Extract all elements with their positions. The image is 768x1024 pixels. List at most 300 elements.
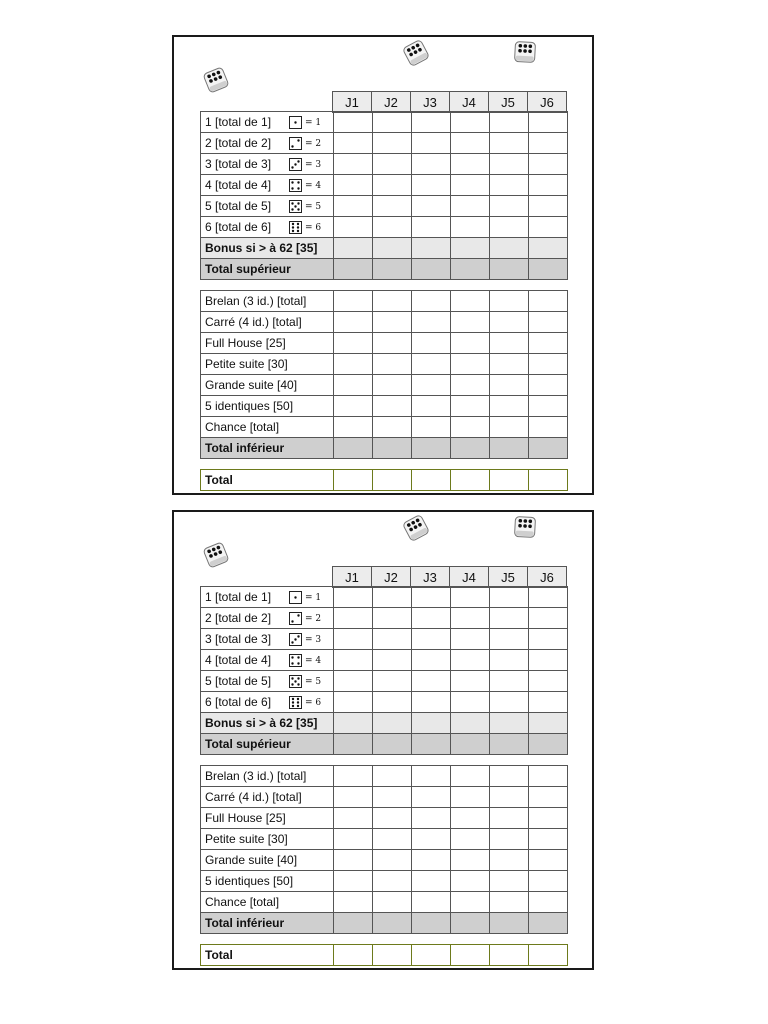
upper-total-label: Total supérieur [201, 734, 334, 755]
score-cell[interactable] [529, 913, 568, 934]
score-cell[interactable] [373, 470, 412, 491]
score-cell[interactable] [451, 913, 490, 934]
grand-total-row [201, 470, 568, 491]
score-cell[interactable] [490, 587, 529, 608]
score-cell[interactable] [373, 196, 412, 217]
score-cell[interactable] [373, 217, 412, 238]
score-cell[interactable] [373, 871, 412, 892]
score-cell[interactable] [451, 291, 490, 312]
score-cell[interactable] [334, 692, 373, 713]
score-cell[interactable] [412, 734, 451, 755]
table-row [201, 850, 568, 871]
bonus-row [201, 713, 568, 734]
score-cell[interactable] [529, 470, 568, 491]
score-cell[interactable] [529, 734, 568, 755]
grand-total-section [200, 944, 568, 966]
score-cell[interactable] [373, 259, 412, 280]
score-cell[interactable] [451, 734, 490, 755]
score-cell[interactable] [451, 133, 490, 154]
score-cell[interactable] [451, 375, 490, 396]
score-cell[interactable] [490, 829, 529, 850]
score-cell[interactable] [529, 238, 568, 259]
score-cell[interactable] [373, 238, 412, 259]
score-cell[interactable] [412, 291, 451, 312]
score-cell[interactable] [490, 259, 529, 280]
score-cell[interactable] [490, 175, 529, 196]
score-cell[interactable] [529, 829, 568, 850]
score-cell[interactable] [451, 217, 490, 238]
row-label [201, 196, 334, 217]
score-cell[interactable] [490, 608, 529, 629]
score-cell[interactable] [451, 396, 490, 417]
score-cell[interactable] [490, 713, 529, 734]
score-cell[interactable] [334, 333, 373, 354]
score-cell[interactable] [529, 587, 568, 608]
score-cell[interactable] [490, 291, 529, 312]
score-cell[interactable] [451, 587, 490, 608]
score-cell[interactable] [490, 734, 529, 755]
row-label [201, 133, 334, 154]
row-label [201, 154, 334, 175]
score-cell[interactable] [451, 945, 490, 966]
row-label [201, 587, 334, 608]
die-face-6-icon [289, 221, 302, 234]
score-cell[interactable] [451, 312, 490, 333]
score-cell[interactable] [451, 787, 490, 808]
score-cell[interactable] [412, 945, 451, 966]
row-label: Carré (4 id.) [total] [201, 312, 334, 333]
score-cell[interactable] [529, 259, 568, 280]
score-cell[interactable] [373, 892, 412, 913]
score-cell[interactable] [334, 312, 373, 333]
row-label-text: 2 [total de 2] [205, 135, 272, 150]
score-cell[interactable] [334, 470, 373, 491]
score-cell[interactable] [490, 808, 529, 829]
score-cell[interactable] [412, 312, 451, 333]
table-row [201, 587, 568, 608]
score-cell[interactable] [334, 713, 373, 734]
score-cell[interactable] [373, 291, 412, 312]
score-cell[interactable] [490, 850, 529, 871]
player-column-header: J5 [489, 567, 528, 588]
score-cell[interactable] [373, 312, 412, 333]
score-cell[interactable] [412, 829, 451, 850]
row-label [201, 650, 334, 671]
score-cell[interactable] [490, 196, 529, 217]
score-cell[interactable] [490, 238, 529, 259]
grand-total-row [201, 945, 568, 966]
die-face-4-icon [289, 179, 302, 192]
score-cell[interactable] [451, 333, 490, 354]
score-cell[interactable] [334, 259, 373, 280]
score-cell[interactable] [490, 438, 529, 459]
score-cell[interactable] [490, 650, 529, 671]
points-equation: = 6 [305, 697, 322, 708]
score-cell[interactable] [412, 892, 451, 913]
score-cell[interactable] [529, 787, 568, 808]
dice-icon [513, 515, 536, 538]
row-label [201, 671, 334, 692]
score-cell[interactable] [490, 787, 529, 808]
score-cell[interactable] [334, 871, 373, 892]
die-face-1-icon [289, 116, 302, 129]
score-cell[interactable] [412, 713, 451, 734]
score-cell[interactable] [334, 438, 373, 459]
score-cell[interactable] [334, 829, 373, 850]
score-cell[interactable] [412, 217, 451, 238]
score-cell[interactable] [529, 892, 568, 913]
score-cell[interactable] [412, 196, 451, 217]
score-cell[interactable] [373, 671, 412, 692]
upper-section [200, 111, 568, 280]
score-cell[interactable] [373, 354, 412, 375]
score-cell[interactable] [334, 217, 373, 238]
score-cell[interactable] [334, 396, 373, 417]
die-face-5-icon [289, 675, 302, 688]
score-cell[interactable] [451, 871, 490, 892]
score-cell[interactable] [334, 175, 373, 196]
score-cell[interactable] [490, 871, 529, 892]
score-cell[interactable] [490, 112, 529, 133]
score-cell[interactable] [529, 196, 568, 217]
die-face-2-icon [289, 612, 302, 625]
points-equation: = 4 [305, 180, 322, 191]
player-column-header: J1 [333, 567, 372, 588]
score-cell[interactable] [334, 734, 373, 755]
grand-total-section [200, 469, 568, 491]
score-cell[interactable] [373, 154, 412, 175]
die-face-2-icon [289, 137, 302, 150]
score-cell[interactable] [490, 692, 529, 713]
score-cell[interactable] [334, 913, 373, 934]
score-cell[interactable] [451, 808, 490, 829]
die-face-5-icon [289, 200, 302, 213]
table-row [201, 671, 568, 692]
score-cell[interactable] [529, 175, 568, 196]
score-cell[interactable] [490, 417, 529, 438]
score-cell[interactable] [373, 692, 412, 713]
dice-icon [513, 40, 536, 63]
score-cell[interactable] [529, 133, 568, 154]
score-cell[interactable] [373, 913, 412, 934]
score-cell[interactable] [412, 396, 451, 417]
die-face-3-icon [289, 158, 302, 171]
score-cell[interactable] [529, 650, 568, 671]
player-column-header: J3 [411, 567, 450, 588]
score-cell[interactable] [490, 470, 529, 491]
table-row [201, 196, 568, 217]
score-cell[interactable] [373, 945, 412, 966]
row-label: Chance [total] [201, 417, 334, 438]
score-cell[interactable] [334, 291, 373, 312]
score-cell[interactable] [490, 945, 529, 966]
row-label-text: 1 [total de 1] [205, 114, 272, 129]
score-cell[interactable] [412, 438, 451, 459]
score-cell[interactable] [334, 196, 373, 217]
score-cell[interactable] [529, 375, 568, 396]
score-cell[interactable] [334, 629, 373, 650]
score-cell[interactable] [451, 438, 490, 459]
score-cell[interactable] [334, 608, 373, 629]
score-sheet-1 [172, 35, 594, 495]
score-cell[interactable] [373, 608, 412, 629]
score-cell[interactable] [373, 713, 412, 734]
score-cell[interactable] [451, 850, 490, 871]
score-cell[interactable] [373, 787, 412, 808]
score-cell[interactable] [373, 734, 412, 755]
table-row [201, 291, 568, 312]
die-face-6-icon [289, 696, 302, 709]
score-cell[interactable] [451, 196, 490, 217]
row-label-text: 3 [total de 3] [205, 156, 272, 171]
score-cell[interactable] [451, 650, 490, 671]
score-cell[interactable] [490, 217, 529, 238]
score-cell[interactable] [529, 333, 568, 354]
table-row [201, 808, 568, 829]
table-row [201, 871, 568, 892]
score-cell[interactable] [334, 417, 373, 438]
dice-icon [401, 513, 431, 543]
score-cell[interactable] [412, 629, 451, 650]
score-cell[interactable] [490, 154, 529, 175]
score-cell[interactable] [490, 333, 529, 354]
score-cell[interactable] [490, 312, 529, 333]
score-cell[interactable] [529, 396, 568, 417]
points-equation: = 6 [305, 222, 322, 233]
score-cell[interactable] [529, 608, 568, 629]
row-label-text: 3 [total de 3] [205, 631, 272, 646]
score-cell[interactable] [490, 629, 529, 650]
table-row [201, 396, 568, 417]
score-cell[interactable] [334, 133, 373, 154]
row-label [201, 608, 334, 629]
score-cell[interactable] [412, 871, 451, 892]
upper-section [200, 586, 568, 755]
score-cell[interactable] [529, 217, 568, 238]
player-column-header: J2 [372, 92, 411, 113]
upper-total-label: Total supérieur [201, 259, 334, 280]
score-cell[interactable] [334, 650, 373, 671]
score-cell[interactable] [490, 671, 529, 692]
score-cell[interactable] [529, 312, 568, 333]
lower-section [200, 290, 568, 459]
score-cell[interactable] [412, 112, 451, 133]
score-cell[interactable] [412, 154, 451, 175]
score-cell[interactable] [490, 133, 529, 154]
score-cell[interactable] [373, 829, 412, 850]
score-cell[interactable] [529, 692, 568, 713]
score-cell[interactable] [373, 133, 412, 154]
score-cell[interactable] [334, 154, 373, 175]
score-cell[interactable] [373, 396, 412, 417]
score-cell[interactable] [373, 375, 412, 396]
score-cell[interactable] [334, 766, 373, 787]
score-cell[interactable] [412, 766, 451, 787]
table-row [201, 787, 568, 808]
score-cell[interactable] [529, 629, 568, 650]
score-cell[interactable] [529, 850, 568, 871]
score-cell[interactable] [373, 808, 412, 829]
score-cell[interactable] [334, 112, 373, 133]
score-cell[interactable] [451, 629, 490, 650]
score-cell[interactable] [529, 766, 568, 787]
score-cell[interactable] [412, 671, 451, 692]
score-cell[interactable] [412, 587, 451, 608]
score-cell[interactable] [412, 133, 451, 154]
row-label [201, 175, 334, 196]
score-cell[interactable] [412, 175, 451, 196]
points-equation: = 5 [305, 676, 322, 687]
table-row [201, 333, 568, 354]
player-column-header: J1 [333, 92, 372, 113]
table-row [201, 608, 568, 629]
player-column-header: J4 [450, 567, 489, 588]
grand-total-label: Total [201, 470, 334, 491]
table-row [201, 154, 568, 175]
die-face-3-icon [289, 633, 302, 646]
score-cell[interactable] [451, 470, 490, 491]
score-cell[interactable] [412, 650, 451, 671]
score-cell[interactable] [451, 354, 490, 375]
score-cell[interactable] [451, 829, 490, 850]
score-cell[interactable] [490, 913, 529, 934]
score-cell[interactable] [490, 354, 529, 375]
row-label-text: 4 [total de 4] [205, 652, 272, 667]
points-equation: = 3 [305, 159, 322, 170]
row-label: Carré (4 id.) [total] [201, 787, 334, 808]
score-cell[interactable] [451, 112, 490, 133]
score-cell[interactable] [529, 354, 568, 375]
score-cell[interactable] [529, 671, 568, 692]
table-row [201, 629, 568, 650]
score-cell[interactable] [490, 766, 529, 787]
score-cell[interactable] [451, 892, 490, 913]
points-equation: = 2 [305, 138, 322, 149]
score-cell[interactable] [373, 650, 412, 671]
score-cell[interactable] [412, 354, 451, 375]
score-cell[interactable] [529, 112, 568, 133]
score-cell[interactable] [334, 375, 373, 396]
score-cell[interactable] [334, 354, 373, 375]
table-row [201, 354, 568, 375]
score-cell[interactable] [373, 333, 412, 354]
score-cell[interactable] [451, 671, 490, 692]
score-cell[interactable] [529, 154, 568, 175]
score-cell[interactable] [334, 671, 373, 692]
score-cell[interactable] [412, 692, 451, 713]
score-cell[interactable] [451, 154, 490, 175]
table-row [201, 650, 568, 671]
score-cell[interactable] [412, 470, 451, 491]
score-cell[interactable] [334, 945, 373, 966]
table-row [201, 112, 568, 133]
row-label [201, 112, 334, 133]
score-cell[interactable] [373, 175, 412, 196]
score-cell[interactable] [373, 112, 412, 133]
score-cell[interactable] [451, 238, 490, 259]
player-column-header: J6 [528, 567, 567, 588]
score-cell[interactable] [334, 892, 373, 913]
score-cell[interactable] [490, 375, 529, 396]
player-header [200, 91, 567, 113]
grand-total-label: Total [201, 945, 334, 966]
score-cell[interactable] [412, 913, 451, 934]
table-row [201, 375, 568, 396]
score-cell[interactable] [451, 766, 490, 787]
score-cell[interactable] [334, 587, 373, 608]
row-label [201, 629, 334, 650]
score-cell[interactable] [451, 417, 490, 438]
score-cell[interactable] [529, 417, 568, 438]
lower-total-label: Total inférieur [201, 913, 334, 934]
score-cell[interactable] [373, 587, 412, 608]
score-cell[interactable] [412, 333, 451, 354]
score-cell[interactable] [373, 438, 412, 459]
score-cell[interactable] [529, 291, 568, 312]
score-cell[interactable] [334, 238, 373, 259]
score-cell[interactable] [334, 850, 373, 871]
score-cell[interactable] [451, 692, 490, 713]
score-cell[interactable] [451, 713, 490, 734]
die-face-1-icon [289, 591, 302, 604]
table-row [201, 133, 568, 154]
score-cell[interactable] [529, 945, 568, 966]
table-row [201, 312, 568, 333]
table-row [201, 175, 568, 196]
points-equation: = 1 [305, 592, 322, 603]
bonus-label: Bonus si > à 62 [35] [201, 713, 334, 734]
score-cell[interactable] [490, 892, 529, 913]
score-cell[interactable] [412, 608, 451, 629]
row-label: 5 identiques [50] [201, 396, 334, 417]
score-cell[interactable] [412, 238, 451, 259]
score-cell[interactable] [529, 808, 568, 829]
score-cell[interactable] [412, 375, 451, 396]
lower-section [200, 765, 568, 934]
score-cell[interactable] [373, 766, 412, 787]
score-cell[interactable] [451, 608, 490, 629]
score-cell[interactable] [412, 259, 451, 280]
table-row [201, 766, 568, 787]
lower-total-label: Total inférieur [201, 438, 334, 459]
player-column-header: J6 [528, 92, 567, 113]
points-equation: = 4 [305, 655, 322, 666]
row-label: Chance [total] [201, 892, 334, 913]
score-cell[interactable] [334, 787, 373, 808]
score-cell[interactable] [451, 175, 490, 196]
row-label: Full House [25] [201, 808, 334, 829]
score-cell[interactable] [373, 629, 412, 650]
score-cell[interactable] [373, 417, 412, 438]
score-cell[interactable] [412, 417, 451, 438]
score-cell[interactable] [373, 850, 412, 871]
score-cell[interactable] [334, 808, 373, 829]
row-label: Brelan (3 id.) [total] [201, 291, 334, 312]
row-label-text: 5 [total de 5] [205, 198, 272, 213]
score-cell[interactable] [529, 713, 568, 734]
row-label [201, 692, 334, 713]
player-header [200, 566, 567, 588]
score-cell[interactable] [451, 259, 490, 280]
score-cell[interactable] [490, 396, 529, 417]
score-cell[interactable] [412, 787, 451, 808]
score-cell[interactable] [412, 808, 451, 829]
score-cell[interactable] [529, 871, 568, 892]
score-cell[interactable] [412, 850, 451, 871]
score-cell[interactable] [529, 438, 568, 459]
player-column-header: J3 [411, 92, 450, 113]
dice-icon [401, 38, 431, 68]
